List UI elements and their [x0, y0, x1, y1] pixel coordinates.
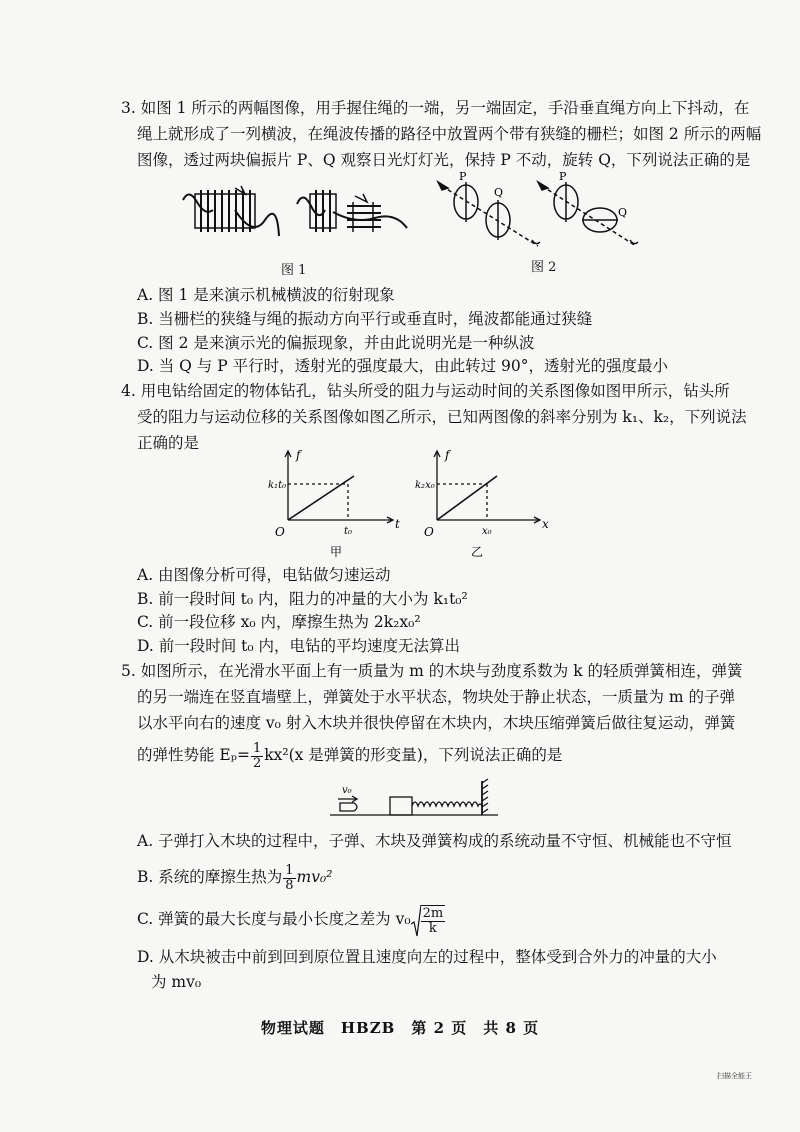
q5-line3: 以水平向右的速度 v₀ 射入木块并很快停留在木块内，木块压缩弹簧后做往复运动，弹簧	[137, 714, 736, 732]
q5-line1: 5. 如图所示，在光滑水平面上有一质量为 m 的木块与劲度系数为 k 的轻质弹簧相连，弹簧	[121, 662, 743, 680]
graph-yi	[415, 448, 555, 558]
label-p1: P	[459, 170, 467, 183]
q5-option-b-fraction	[283, 864, 295, 893]
q5-option-c-den: k	[428, 921, 437, 936]
q5-option-b-post: mv₀²	[296, 868, 333, 886]
graph-jia-origin: O	[275, 525, 285, 539]
q5-option-c	[137, 902, 446, 938]
figure1-rope-fences	[175, 180, 415, 250]
figure-v0-label: v₀	[342, 785, 352, 796]
label-q1: Q	[494, 186, 504, 199]
graph-jia-x-mark: t₀	[344, 526, 353, 537]
graph-jia-caption: 甲	[330, 545, 343, 558]
q4-option-d: D. 前一段时间 t₀ 内，电钻的平均速度无法算出	[137, 637, 461, 655]
q5-option-c-fraction	[421, 905, 446, 936]
graph-yi-y-label: f	[445, 448, 450, 462]
figure2-caption: 图 2	[531, 260, 557, 275]
graph-yi-x-mark: x₀	[482, 526, 492, 537]
page-footer: 物理试题 HBZB 第 2 页 共 8 页	[260, 1019, 540, 1037]
q4-option-a: A. 由图像分析可得，电钻做匀速运动	[137, 566, 391, 584]
q3-line3: 图像，透过两块偏振片 P、Q 观察日光灯灯光，保持 P 不动，旋转 Q，下列说法正确的是	[137, 151, 751, 169]
q3-option-d: D. 当 Q 与 P 平行时，透射光的强度最大，由此转过 90°，透射光的强度最小	[137, 357, 668, 375]
q5-option-b	[137, 862, 332, 893]
scanner-watermark: 扫描全能王	[717, 1072, 752, 1080]
q5-line4	[137, 740, 562, 771]
graph-yi-x-label: x	[542, 517, 549, 531]
q3-option-b: B. 当栅栏的狭缝与绳的振动方向平行或垂直时，绳波都能通过狭缝	[137, 310, 593, 328]
q5-energy-fraction	[251, 742, 263, 771]
q5-option-b-den: 8	[285, 877, 294, 893]
q5-option-b-num: 1	[285, 862, 294, 878]
q5-option-c-num: 2m	[422, 906, 444, 921]
q5-option-c-pre: C. 弹簧的最大长度与最小长度之差为 v₀	[137, 910, 411, 928]
q5-energy-fraction-num: 1	[252, 740, 262, 756]
q3-option-a: A. 图 1 是来演示机械横波的衍射现象	[137, 286, 395, 304]
graph-yi-y-mark: k₂x₀	[415, 480, 435, 491]
q5-option-c-sqrt	[411, 903, 447, 938]
q4-option-b: B. 前一段时间 t₀ 内，阻力的冲量的大小为 k₁t₀²	[137, 590, 468, 608]
q5-line2: 的另一端连在竖直墙壁上，弹簧处于水平状态，物块处于静止状态，一质量为 m 的子弹	[137, 688, 736, 706]
figure2-polarizers	[432, 168, 652, 258]
graph-jia-y-mark: k₁t₀	[268, 480, 287, 491]
q5-line4-pre: 的弹性势能 Eₚ=	[137, 746, 250, 764]
q3-line1: 3. 如图 1 所示的两幅图像，用手握住绳的一端，另一端固定，手沿垂直绳方向上下抖动，在	[121, 99, 750, 117]
figure-bullet-block-spring	[330, 775, 510, 825]
q4-line2: 受的阻力与运动位移的关系图像如图乙所示，已知两图像的斜率分别为 k₁、k₂，下列说法	[137, 408, 747, 426]
label-q2: Q	[618, 206, 628, 219]
q5-energy-fraction-den: 2	[252, 755, 262, 771]
graph-jia	[268, 448, 408, 558]
graph-jia-x-label: t	[395, 517, 400, 531]
graph-yi-origin: O	[424, 525, 434, 539]
graph-jia-y-label: f	[296, 448, 301, 462]
figure1-caption: 图 1	[281, 263, 307, 278]
q5-option-b-pre: B. 系统的摩擦生热为	[137, 868, 283, 886]
graph-yi-caption: 乙	[471, 545, 484, 558]
sqrt-sign-icon	[411, 904, 421, 938]
q5-option-a: A. 子弹打入木块的过程中，子弹、木块及弹簧构成的系统动量不守恒、机械能也不守恒	[137, 832, 732, 850]
q4-line3: 正确的是	[137, 434, 200, 452]
q4-option-c: C. 前一段位移 x₀ 内，摩擦生热为 2k₂x₀²	[137, 613, 421, 631]
q3-line2: 绳上就形成了一列横波，在绳波传播的路径中放置两个带有狭缝的栅栏；如图 2 所示的两幅	[137, 125, 762, 143]
q5-option-d-line1: D. 从木块被击中前到回到原位置且速度向左的过程中，整体受到合外力的冲量的大小	[137, 948, 717, 966]
label-p2: P	[559, 170, 567, 183]
q5-line4-post: kx²(x 是弹簧的形变量)，下列说法正确的是	[264, 746, 563, 764]
q5-option-d-line2: 为 mv₀	[151, 973, 202, 991]
q3-option-c: C. 图 2 是来演示光的偏振现象，并由此说明光是一种纵波	[137, 334, 535, 352]
q4-line1: 4. 用电钻给固定的物体钻孔，钻头所受的阻力与运动时间的关系图像如图甲所示，钻头所	[121, 382, 730, 400]
